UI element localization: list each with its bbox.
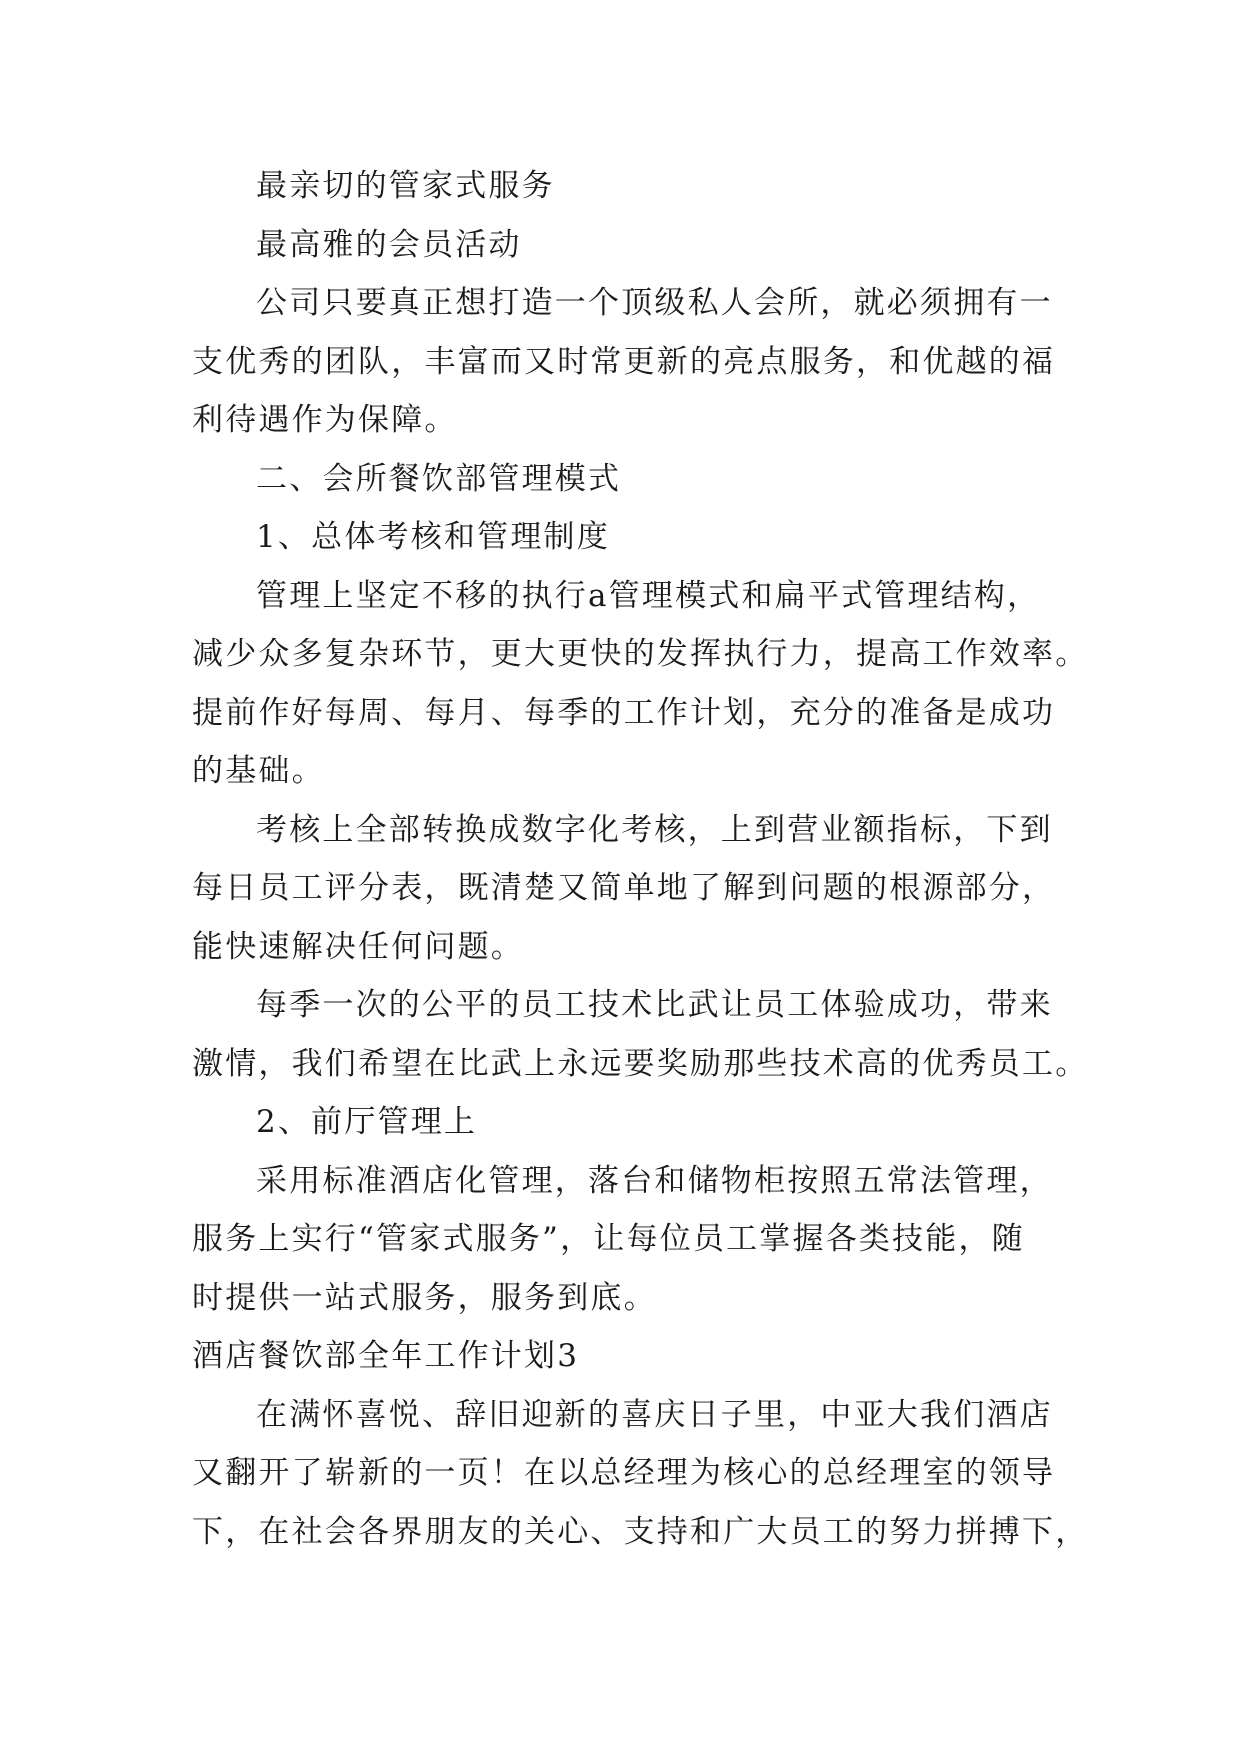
paragraph-line: 提前作好每周、每月、每季的工作计划，充分的准备是成功 bbox=[192, 694, 1056, 731]
paragraph-line: 每日员工评分表，既清楚又简单地了解到问题的根源部分， bbox=[192, 870, 1056, 906]
paragraph-line: 激情，我们希望在比武上永远要奖励那些技术高的优秀员工。 bbox=[192, 1045, 1089, 1082]
paragraph-line: 减少众多复杂环节，更大更快的发挥执行力，提高工作效率。 bbox=[192, 636, 1089, 672]
paragraph-line: 的基础。 bbox=[192, 753, 325, 789]
paragraph-line: 下，在社会各界朋友的关心、支持和广大员工的努力拼搏下， bbox=[192, 1513, 1089, 1550]
subsection-heading: 2、前厅管理上 bbox=[256, 1104, 478, 1140]
paragraph-line: 时提供一站式服务，服务到底。 bbox=[192, 1279, 657, 1316]
paragraph-line: 采用标准酒店化管理，落台和储物柜按照五常法管理， bbox=[256, 1162, 1053, 1199]
paragraph-line: 最亲切的管家式服务 bbox=[256, 168, 555, 204]
section-heading: 二、会所餐饮部管理模式 bbox=[256, 460, 622, 497]
paragraph-line: 考核上全部转换成数字化考核，上到营业额指标，下到 bbox=[256, 811, 1053, 848]
paragraph-line: 服务上实行“管家式服务”，让每位员工掌握各类技能，随 bbox=[192, 1221, 1025, 1257]
paragraph-line: 管理上坚定不移的执行a管理模式和扁平式管理结构， bbox=[256, 577, 1041, 614]
paragraph-line: 公司只要真正想打造一个顶级私人会所，就必须拥有一 bbox=[256, 285, 1053, 321]
paragraph-line: 支优秀的团队，丰富而又时常更新的亮点服务，和优越的福 bbox=[192, 343, 1056, 380]
paragraph-line: 每季一次的公平的员工技术比武让员工体验成功，带来 bbox=[256, 987, 1053, 1023]
paragraph-line: 在满怀喜悦、辞旧迎新的喜庆日子里，中亚大我们酒店 bbox=[256, 1396, 1053, 1433]
paragraph-line: 又翻开了崭新的一页！在以总经理为核心的总经理室的领导 bbox=[192, 1455, 1056, 1491]
document-body bbox=[192, 157, 1089, 1561]
paragraph-line: 利待遇作为保障。 bbox=[192, 402, 458, 438]
document-title: 酒店餐饮部全年工作计划3 bbox=[192, 1338, 580, 1374]
subsection-heading: 1、总体考核和管理制度 bbox=[256, 519, 610, 555]
paragraph-line: 最高雅的会员活动 bbox=[256, 226, 522, 263]
paragraph-line: 能快速解决任何问题。 bbox=[192, 928, 524, 965]
